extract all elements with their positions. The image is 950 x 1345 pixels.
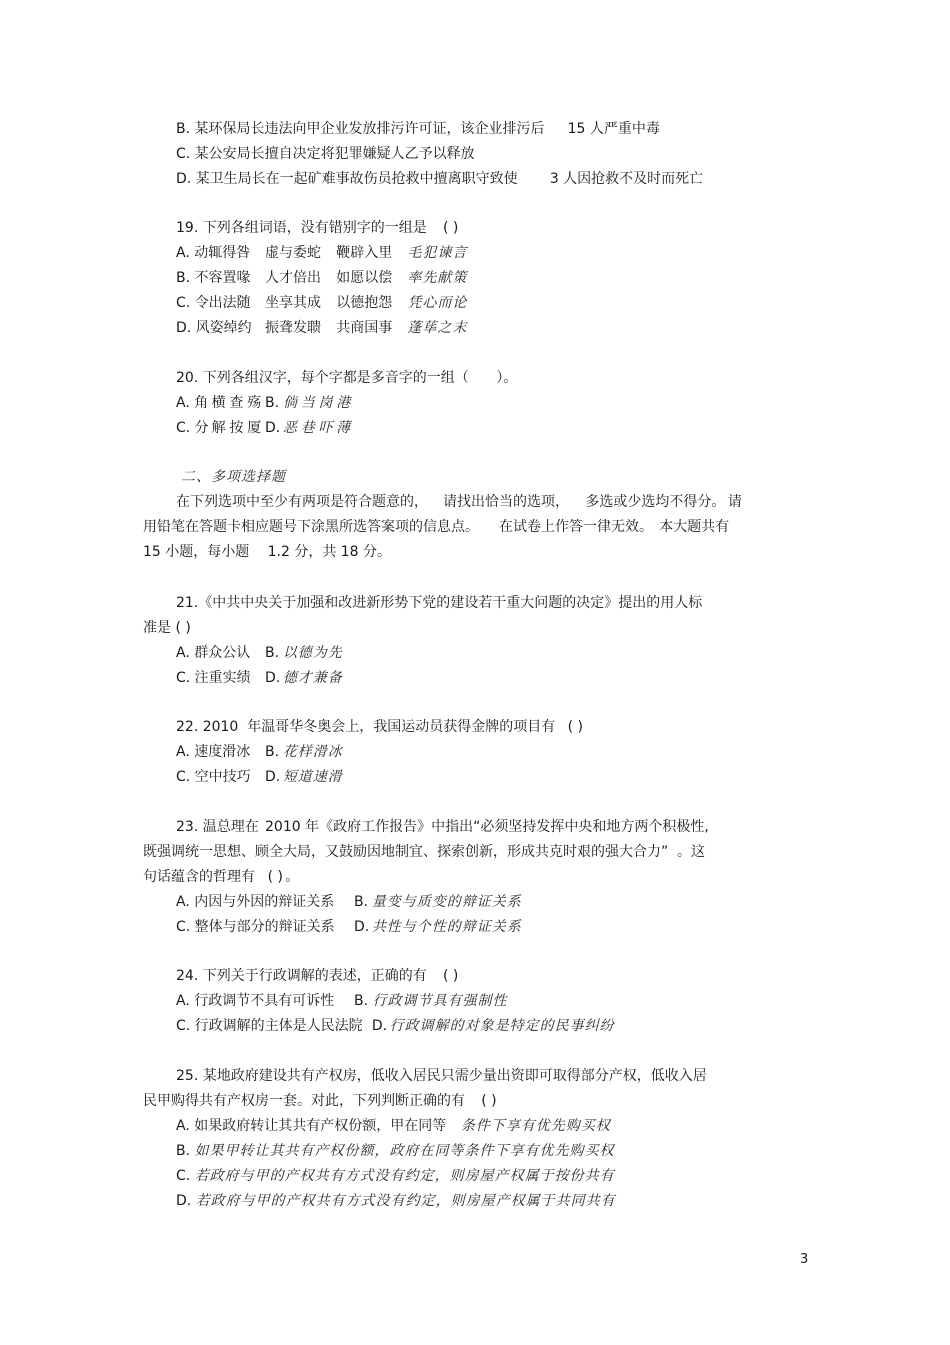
q23-stem-line1: 23. 温总理在 2010 年《政府工作报告》中指出“必须坚持发挥中央和地方两个积极性, [176, 819, 709, 835]
handwritten-text: 凭心而论 [407, 295, 468, 311]
q19-stem: 19. 下列各组词语，没有错别字的一组是 ( ) [176, 220, 459, 236]
handwritten-text: 德才兼备 [282, 670, 343, 686]
q21-options-cd: C. 注重实绩 D. 德才兼备 [176, 670, 343, 686]
section-instructions-line3: 15 小题，每小题 1.2 分，共 18 分。 [143, 544, 392, 560]
section-instructions-line1: 在下列选项中至少有两项是符合题意的， 请找出恰当的选项， 多选或少选均不得分。 请 [176, 494, 742, 510]
handwritten-text: 花样滑冰 [282, 744, 343, 760]
q22-options-ab: A. 速度滑冰 B. 花样滑冰 [176, 744, 343, 760]
handwritten-text: 短道速滑 [282, 769, 343, 785]
handwritten-text: 以德为先 [282, 645, 343, 661]
q24-stem: 24. 下列关于行政调解的表述，正确的有 ( ) [176, 968, 459, 984]
q19-option-d: D. 风姿绰约 振聋发聩 共商国事 蓬荜之末 [176, 320, 468, 336]
handwritten-text: 恶 巷 吓 薄 [282, 420, 352, 436]
q18-option-d: D. 某卫生局长在一起矿难事故伤员抢救中擅离职守致使 3 人因抢救不及时而死亡 [176, 171, 704, 187]
q20-options-cd: C. 分 解 按 厦 D. 恶 巷 吓 薄 [176, 420, 352, 436]
q25-option-b: B. 如果甲转让其共有产权份额，政府在同等条件下享有优先购买权 [176, 1143, 615, 1159]
q22-options-cd: C. 空中技巧 D. 短道速滑 [176, 769, 343, 785]
q21-options-ab: A. 群众公认 B. 以德为先 [176, 645, 343, 661]
q21-stem-line1: 21.《中共中央关于加强和改进新形势下党的建设若干重大问题的决定》提出的用人标 [176, 595, 703, 611]
q18-option-b: B. 某环保局长违法向甲企业发放排污许可证，该企业排污后 15 人严重中毒 [176, 121, 660, 137]
q19-option-b: B. 不容置喙 人才倍出 如愿以偿 率先献策 [176, 270, 468, 286]
handwritten-text: 若政府与甲的产权共有方式没有约定，则房屋产权属于共同共有 [195, 1193, 616, 1209]
q20-stem: 20. 下列各组汉字，每个字都是多音字的一组（ ）。 [176, 370, 518, 386]
page-number: 3 [800, 1252, 809, 1267]
handwritten-text: 若政府与甲的产权共有方式没有约定，则房屋产权属于按份共有 [194, 1168, 615, 1184]
q25-option-a: A. 如果政府转让其共有产权份额，甲在同等 条件下享有优先购买权 [176, 1118, 611, 1134]
section-instructions-line2: 用铅笔在答题卡相应题号下涂黑所选答案项的信息点。 在试卷上作答一律无效。 本大题共有 [143, 519, 730, 535]
handwritten-text: 量变与质变的辩证关系 [371, 894, 522, 910]
handwritten-text: 如果甲转让其共有产权份额，政府在同等条件下享有优先购买权 [194, 1143, 615, 1159]
q21-stem-line2: 准是 ( ) [143, 620, 191, 636]
q25-stem-line2: 民甲购得共有产权房一套。对此，下列判断正确的有 ( ) [143, 1093, 497, 1109]
q23-stem-line2: 既强调统一思想、顾全大局，又鼓励因地制宜、探索创新，形成共克时艰的强大合力” 。这 [143, 844, 706, 860]
handwritten-text: 条件下享有优先购买权 [460, 1118, 611, 1134]
handwritten-text: 蓬荜之末 [407, 320, 468, 336]
q25-stem-line1: 25. 某地政府建设共有产权房，低收入居民只需少量出资即可取得部分产权，低收入居 [176, 1068, 707, 1084]
q19-option-c: C. 令出法随 坐享其成 以德抱怨 凭心而论 [176, 295, 468, 311]
q24-options-ab: A. 行政调节不具有可诉性 B. 行政调节具有强制性 [176, 993, 508, 1009]
q23-options-cd: C. 整体与部分的辩证关系 D. 共性与个性的辩证关系 [176, 919, 522, 935]
handwritten-text: 倘 当 岗 港 [282, 395, 352, 411]
q19-option-a: A. 动辄得咎 虚与委蛇 鞭辟入里 毛犯谏言 [176, 245, 468, 261]
q18-option-c: C. 某公安局长擅自决定将犯罪嫌疑人乙予以释放 [176, 146, 475, 162]
q25-option-c: C. 若政府与甲的产权共有方式没有约定，则房屋产权属于按份共有 [176, 1168, 615, 1184]
q23-stem-line3: 句话蕴含的哲理有 ( ) 。 [143, 869, 300, 885]
q24-options-cd: C. 行政调解的主体是人民法院 D. 行政调解的对象是特定的民事纠纷 [176, 1018, 615, 1034]
handwritten-text: 行政调节具有强制性 [372, 993, 508, 1009]
q25-option-d: D. 若政府与甲的产权共有方式没有约定，则房屋产权属于共同共有 [176, 1193, 616, 1209]
section-heading: 二、多项选择题 [181, 469, 286, 485]
handwritten-text: 毛犯谏言 [407, 245, 468, 261]
q23-options-ab: A. 内因与外因的辩证关系 B. 量变与质变的辩证关系 [176, 894, 522, 910]
handwritten-text: 共性与个性的辩证关系 [371, 919, 522, 935]
q20-options-ab: A. 角 横 查 殇 B. 倘 当 岗 港 [176, 395, 352, 411]
handwritten-text: 率先献策 [407, 270, 468, 286]
handwritten-text: 行政调解的对象是特定的民事纠纷 [389, 1018, 615, 1034]
q22-stem: 22. 2010 年温哥华冬奥会上，我国运动员获得金牌的项目有 ( ) [176, 719, 583, 735]
